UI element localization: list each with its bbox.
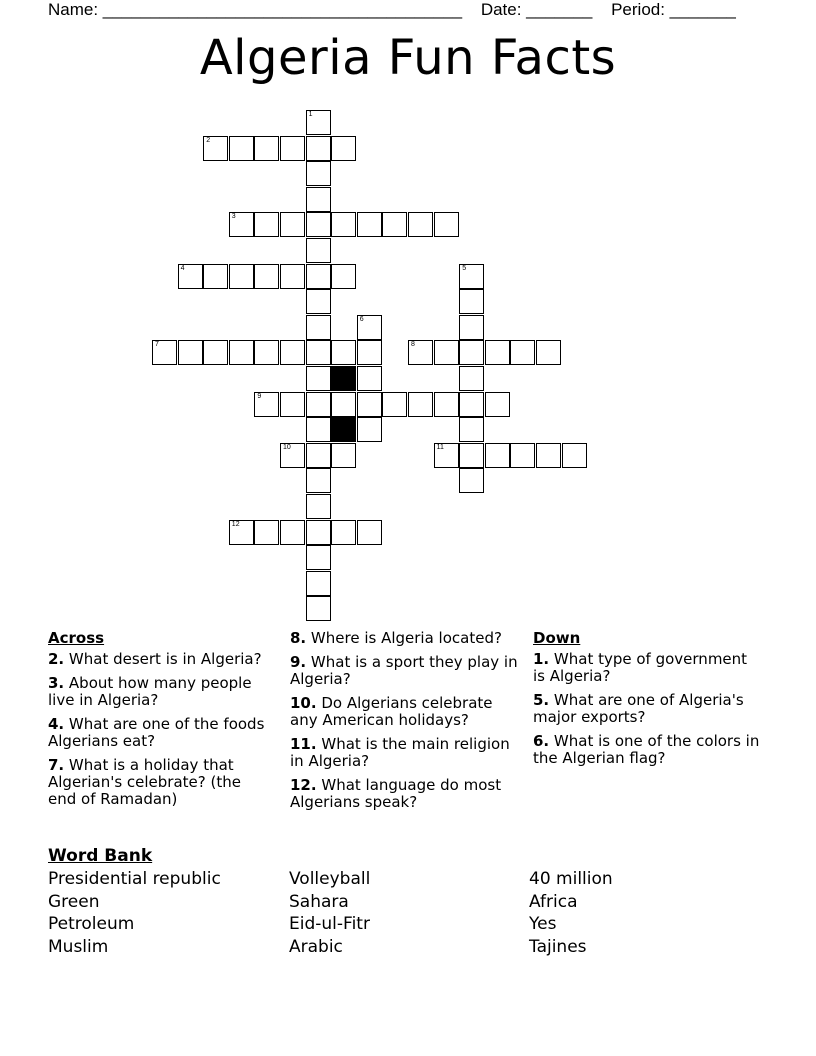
crossword-cell[interactable] [254, 136, 279, 161]
clue-number: 6 [359, 315, 364, 323]
crossword-cell[interactable] [229, 340, 254, 365]
crossword-cell[interactable] [306, 238, 331, 263]
crossword-cell[interactable] [331, 264, 356, 289]
crossword-cell[interactable] [434, 443, 459, 468]
across-heading: Across [48, 629, 105, 647]
clue-down-1: 1. What type of government is Algeria? [533, 650, 748, 685]
clue-number: 8 [411, 341, 415, 349]
crossword-cell[interactable] [254, 264, 279, 289]
clue-number: 10 [283, 443, 291, 451]
crossword-cell[interactable] [306, 520, 331, 545]
crossword-cell[interactable] [459, 315, 484, 340]
clue-number: 7 [155, 341, 159, 349]
clue-across-10: 10. Do Algerians celebrate any American holidays? [290, 694, 493, 729]
name-field[interactable]: Name: ______________________________________ [48, 0, 463, 19]
crossword-cell[interactable] [306, 264, 331, 289]
crossword-cell[interactable] [306, 443, 331, 468]
crossword-cell[interactable] [357, 315, 382, 340]
crossword-cell[interactable] [357, 212, 382, 237]
crossword-cell[interactable] [408, 212, 433, 237]
across-clues-col1 [48, 630, 273, 815]
word-bank-column-1 [48, 868, 221, 958]
clue-across-11: 11. What is the main religion in Algeria? [290, 735, 510, 770]
crossword-cell[interactable] [229, 264, 254, 289]
crossword-cell[interactable] [331, 340, 356, 365]
crossword-cell[interactable] [306, 212, 331, 237]
word-bank-column-3 [529, 868, 613, 958]
word-bank-item: Yes [529, 914, 557, 935]
crossword-cell[interactable] [357, 392, 382, 417]
crossword-cell[interactable] [280, 443, 305, 468]
clue-number: 1 [308, 111, 313, 118]
clue-number: 5 [462, 264, 467, 272]
crossword-cell[interactable] [178, 264, 203, 289]
date-field[interactable]: Date: _______ [480, 0, 593, 19]
clue-across-8: 8. Where is Algeria located? [290, 629, 502, 647]
down-heading: Down [533, 629, 581, 647]
crossword-cell[interactable] [459, 366, 484, 391]
crossword-cell[interactable] [357, 520, 382, 545]
crossword-cell[interactable] [203, 136, 228, 161]
crossword-cell[interactable] [178, 340, 203, 365]
crossword-cell[interactable] [408, 392, 433, 417]
crossword-cell[interactable] [306, 315, 331, 340]
word-bank-column-2 [289, 868, 370, 958]
crossword-cell[interactable] [357, 417, 382, 442]
down-clues [533, 630, 763, 774]
word-bank-item: Volleyball [289, 869, 371, 889]
word-bank-item: Eid-ul-Fitr [289, 914, 370, 935]
clue-down-5: 5. What are one of Algeria's major exports? [533, 691, 744, 726]
crossword-cell[interactable] [459, 289, 484, 314]
crossword-cell[interactable] [459, 392, 484, 417]
crossword-cell[interactable] [306, 596, 331, 621]
crossword-cell[interactable] [434, 392, 459, 417]
crossword-cell[interactable] [254, 340, 279, 365]
crossword-cell[interactable] [485, 340, 510, 365]
crossword-cell[interactable] [229, 136, 254, 161]
clue-across-9: 9. What is a sport they play in Algeria? [290, 653, 518, 688]
crossword-cell[interactable] [485, 443, 510, 468]
clue-number: 2 [206, 136, 211, 144]
crossword-cell[interactable] [203, 264, 228, 289]
crossword-cell[interactable] [280, 212, 305, 237]
crossword-cell[interactable] [485, 392, 510, 417]
crossword-cell[interactable] [331, 443, 356, 468]
crossword-cell[interactable] [280, 136, 305, 161]
word-bank-heading: Word Bank [48, 846, 153, 866]
crossword-cell[interactable] [306, 392, 331, 417]
crossword-cell[interactable] [459, 443, 484, 468]
crossword-cell[interactable] [306, 136, 331, 161]
clue-across-3: 3. About how many people live in Algeria? [48, 674, 252, 709]
crossword-cell[interactable] [306, 366, 331, 391]
clue-across-12: 12. What language do most Algerians speak? [290, 776, 502, 811]
word-bank-item: Petroleum [48, 914, 135, 935]
crossword-cell[interactable] [280, 264, 305, 289]
crossword-cell[interactable] [536, 443, 561, 468]
crossword-cell[interactable] [459, 417, 484, 442]
crossword-cell[interactable] [382, 392, 407, 417]
crossword-cell[interactable] [434, 212, 459, 237]
crossword-cell[interactable] [306, 494, 331, 519]
crossword-cell[interactable] [357, 366, 382, 391]
crossword-cell[interactable] [562, 443, 587, 468]
word-bank-item: Arabic [289, 936, 343, 957]
clue-number: 4 [180, 264, 185, 272]
crossword-cell[interactable] [306, 468, 331, 493]
clue-across-7: 7. What is a holiday that Algerian's celebrate? (the end of Ramadan) [48, 756, 241, 808]
crossword-cell[interactable] [408, 340, 433, 365]
crossword-cell[interactable] [306, 545, 331, 570]
clue-number: 9 [257, 392, 262, 400]
crossword-cell[interactable] [254, 212, 279, 237]
clue-number: 3 [231, 213, 236, 221]
word-bank-item: Tajines [529, 936, 587, 957]
clue-across-4: 4. What are one of the foods Algerians eat? [48, 715, 265, 750]
clue-down-6: 6. What is one of the colors in the Algerian flag? [533, 732, 760, 767]
crossword-cell[interactable] [306, 340, 331, 365]
crossword-cell[interactable] [254, 520, 279, 545]
crossword-cell[interactable] [280, 392, 305, 417]
crossword-cell[interactable] [306, 187, 331, 212]
crossword-cell[interactable] [152, 340, 177, 365]
word-bank-item: Muslim [48, 936, 109, 957]
period-field[interactable]: Period: _______ [611, 0, 736, 19]
crossword-cell[interactable] [536, 340, 561, 365]
crossword-cell[interactable] [280, 340, 305, 365]
word-bank-item: Sahara [289, 891, 349, 912]
crossword-cell[interactable] [306, 161, 331, 186]
clue-across-2: 2. What desert is in Algeria? [48, 650, 262, 668]
clue-number: 12 [231, 520, 240, 528]
crossword-cell[interactable] [357, 340, 382, 365]
crossword-cell[interactable] [382, 212, 407, 237]
black-cell [331, 417, 356, 442]
across-clues-col2 [290, 630, 520, 818]
crossword-cell[interactable] [331, 520, 356, 545]
black-cell [331, 366, 356, 391]
crossword-cell[interactable] [254, 392, 279, 417]
word-bank-item: 40 million [529, 869, 613, 889]
crossword-cell[interactable] [331, 136, 356, 161]
crossword-cell[interactable] [229, 212, 254, 237]
crossword-cell[interactable] [306, 110, 331, 135]
word-bank-item: Presidential republic [48, 869, 221, 889]
crossword-cell[interactable] [459, 340, 484, 365]
crossword-cell[interactable] [280, 520, 305, 545]
clue-number: 11 [436, 443, 444, 451]
crossword-cell[interactable] [510, 340, 535, 365]
crossword-cell[interactable] [306, 417, 331, 442]
crossword-cell[interactable] [331, 392, 356, 417]
crossword-cell[interactable] [459, 264, 484, 289]
crossword-cell[interactable] [306, 289, 331, 314]
page-title: Algeria Fun Facts [199, 30, 617, 86]
word-bank-item: Africa [529, 891, 578, 912]
crossword-cell[interactable] [331, 212, 356, 237]
crossword-cell[interactable] [459, 468, 484, 493]
crossword-cell[interactable] [306, 571, 331, 596]
crossword-cell[interactable] [510, 443, 535, 468]
crossword-cell[interactable] [434, 340, 459, 365]
crossword-cell[interactable] [229, 520, 254, 545]
word-bank-item: Green [48, 891, 100, 912]
crossword-cell[interactable] [203, 340, 228, 365]
